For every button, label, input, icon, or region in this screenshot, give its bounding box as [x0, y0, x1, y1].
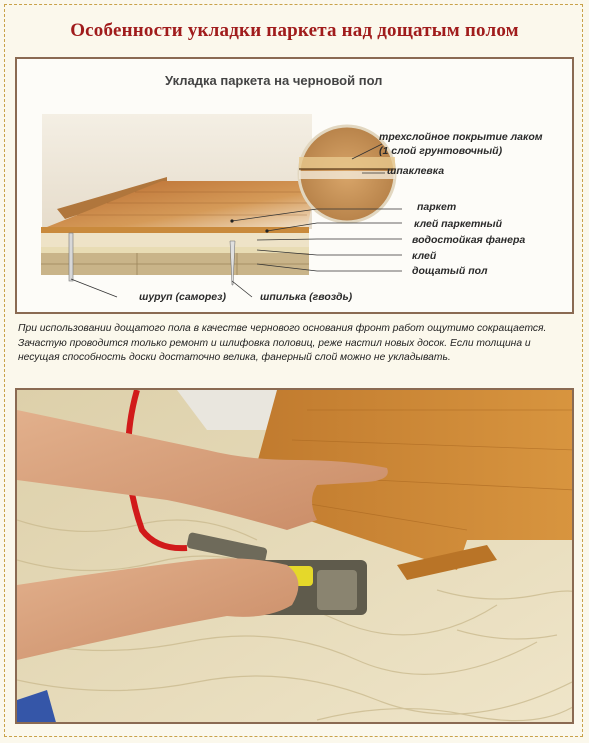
parquet-layer	[41, 227, 309, 233]
nail-gun-magazine	[317, 570, 357, 610]
installation-photo	[15, 388, 574, 724]
parquet-layers-diagram	[15, 57, 574, 314]
label-glue: клей	[412, 250, 437, 262]
label-putty: шпаклевка	[387, 165, 445, 177]
nail-icon	[230, 241, 235, 285]
label-screw: шуруп (саморез)	[139, 291, 226, 303]
label-parquet-glue: клей паркетный	[414, 218, 503, 230]
diagram-illustration	[17, 59, 574, 314]
label-parquet: паркет	[417, 201, 457, 213]
page-title: Особенности укладки паркета над дощатым полом	[70, 20, 519, 41]
photo-illustration	[17, 390, 574, 724]
label-nail: шпилька (гвоздь)	[260, 291, 353, 303]
label-plywood: водостойкая фанера	[412, 234, 526, 246]
screw-icon	[69, 233, 73, 281]
diagram-title: Укладка паркета на черновой пол	[165, 73, 383, 88]
label-plank-floor: дощатый пол	[412, 265, 488, 277]
label-lacquer: трехслойное покрытие лаком	[379, 131, 543, 143]
caption-text: При использовании дощатого пола в качестве чернового основания фронт работ ощутимо сокращается. Зачастую проводится только ремонт и шлифовка половиц, реже настил новых досок. Если толщина и несущая способность доски достаточно велика, фанерный слой можно не укладывать.	[18, 323, 547, 363]
label-lacquer-note: (1 слой грунтовочный)	[379, 145, 503, 157]
glue-layer	[41, 247, 309, 253]
